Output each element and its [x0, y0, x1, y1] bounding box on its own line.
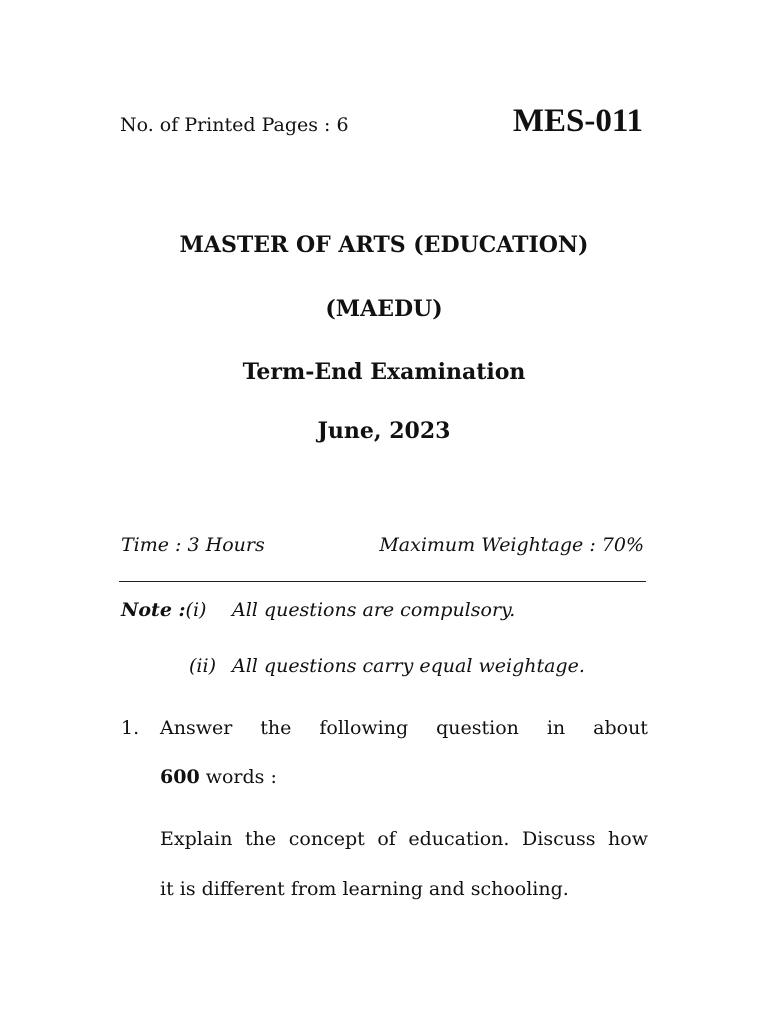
body-word: education.: [408, 828, 510, 850]
body-word: how: [608, 828, 648, 850]
body-word: Discuss: [522, 828, 596, 850]
exam-session: June, 2023: [317, 418, 451, 444]
programme-abbreviation: (MAEDU): [325, 296, 443, 322]
printed-pages-count: No. of Printed Pages : 6: [120, 114, 349, 136]
note-item-1-text: All questions are compulsory.: [232, 599, 516, 621]
question-word: question: [436, 717, 519, 739]
question-instruction-line: [160, 717, 648, 739]
question-word-count-line: [160, 766, 277, 788]
word-count-tail: words :: [199, 766, 277, 788]
note-item-2-text: All questions carry equal weightage.: [232, 655, 585, 677]
word-count: 600: [160, 766, 200, 788]
note-item-2-num: (ii): [189, 655, 216, 677]
body-word: of: [377, 828, 396, 850]
note-label: Note :: [121, 599, 186, 621]
question-word: following: [319, 717, 409, 739]
course-code: MES-011: [512, 103, 643, 139]
body-word: the: [245, 828, 277, 850]
programme-title: MASTER OF ARTS (EDUCATION): [179, 232, 589, 258]
question-word: the: [260, 717, 292, 739]
exam-time: Time : 3 Hours: [121, 534, 265, 556]
body-word: Explain: [160, 828, 233, 850]
question-number: 1.: [121, 717, 140, 739]
question-body-line-1: [160, 828, 648, 850]
note-label-line: [121, 599, 206, 621]
question-word: about: [593, 717, 648, 739]
question-word: in: [546, 717, 566, 739]
body-word: concept: [288, 828, 365, 850]
note-item-1-num: (i): [185, 599, 207, 621]
exam-title: Term-End Examination: [242, 359, 526, 385]
divider-rule: [119, 581, 646, 582]
max-weightage: Maximum Weightage : 70%: [379, 534, 644, 556]
question-body-line-2: it is different from learning and schooling.: [160, 878, 569, 900]
question-word: Answer: [160, 717, 233, 739]
